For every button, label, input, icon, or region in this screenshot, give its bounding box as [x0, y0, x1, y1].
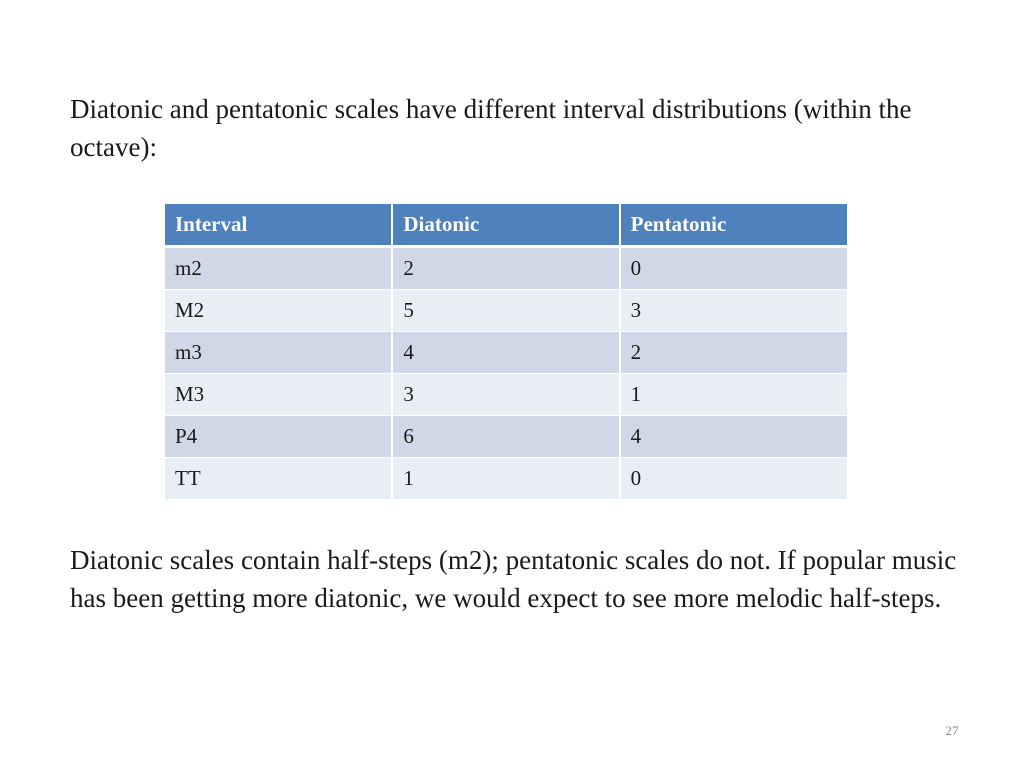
cell-diatonic: 1: [392, 458, 619, 500]
table-row: [165, 416, 847, 458]
cell-pentatonic: 0: [620, 247, 847, 290]
cell-pentatonic: 4: [620, 416, 847, 458]
table-row: [165, 458, 847, 500]
header-interval: Interval: [165, 204, 392, 247]
table-row: [165, 247, 847, 290]
cell-pentatonic: 2: [620, 332, 847, 374]
cell-diatonic: 2: [392, 247, 619, 290]
table-row: [165, 374, 847, 416]
cell-pentatonic: 3: [620, 290, 847, 332]
cell-diatonic: 4: [392, 332, 619, 374]
cell-interval: P4: [165, 416, 392, 458]
table-header-row: [165, 204, 847, 247]
slide-number: 27: [945, 723, 959, 738]
cell-pentatonic: 0: [620, 458, 847, 500]
conclusion-paragraph: Diatonic scales contain half-steps (m2); pentatonic scales do not. If popular music has been getting more diatonic, we would expect to see more melodic half-steps.: [70, 545, 957, 613]
header-diatonic: Diatonic: [392, 204, 619, 247]
interval-table: [165, 204, 847, 500]
cell-interval: M2: [165, 290, 392, 332]
cell-diatonic: 5: [392, 290, 619, 332]
cell-diatonic: 6: [392, 416, 619, 458]
table-row: [165, 332, 847, 374]
cell-interval: TT: [165, 458, 392, 500]
table-row: [165, 290, 847, 332]
cell-interval: m2: [165, 247, 392, 290]
cell-interval: m3: [165, 332, 392, 374]
cell-interval: M3: [165, 374, 392, 416]
cell-diatonic: 3: [392, 374, 619, 416]
header-pentatonic: Pentatonic: [620, 204, 847, 247]
intro-paragraph: Diatonic and pentatonic scales have different interval distributions (within the octave):: [70, 94, 912, 162]
cell-pentatonic: 1: [620, 374, 847, 416]
